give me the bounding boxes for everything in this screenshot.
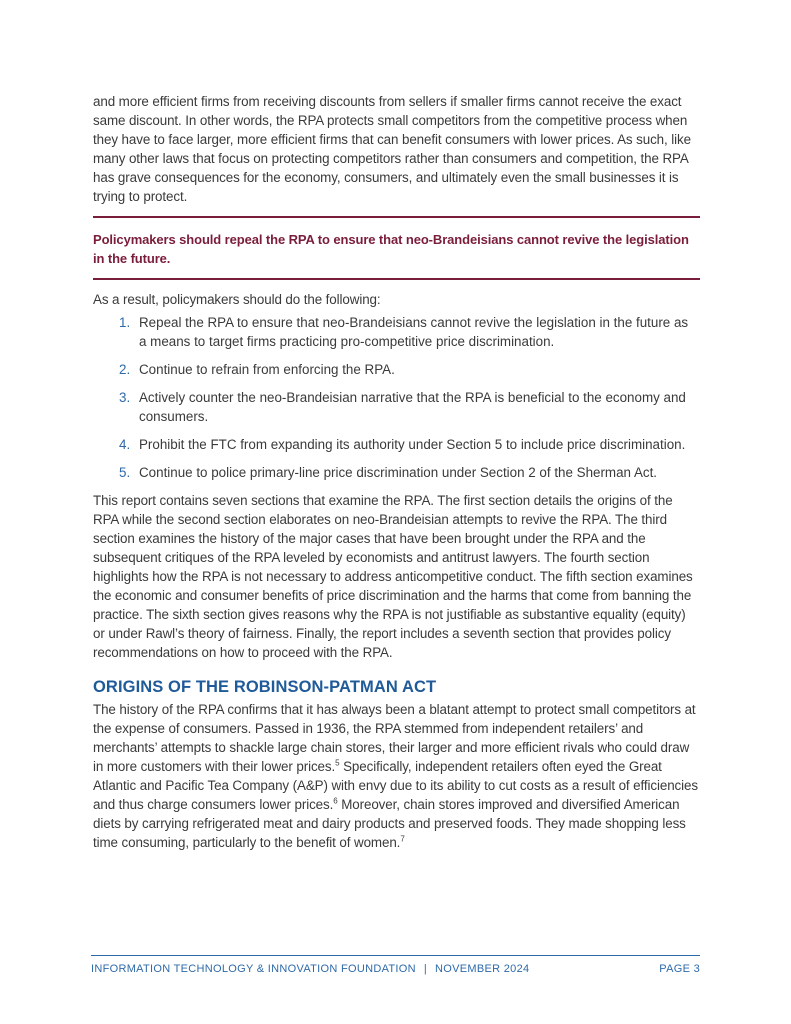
list-item-text: Actively counter the neo-Brandeisian narrative that the RPA is beneficial to the economy and consumers.: [139, 390, 686, 424]
footer-date: NOVEMBER 2024: [435, 963, 530, 975]
list-item: [93, 388, 700, 426]
paragraph-text: Moreover, chain stores improved and diversified American diets by carrying refrigerated meat and dairy products and preserved foods. They made shopping less time consuming, particularly to the benefit of women.: [93, 797, 686, 850]
callout-box: [93, 216, 700, 280]
page-number: PAGE 3: [659, 963, 700, 975]
list-item-text: Repeal the RPA to ensure that neo-Brandeisians cannot revive the legislation in the future as a means to target firms practicing pro-competitive price discrimination.: [139, 315, 689, 349]
recommendations-list: [93, 313, 700, 482]
footer-separator: |: [423, 963, 428, 975]
body-paragraph: and more efficient firms from receiving discounts from sellers if smaller firms cannot receive the exact same discount. In other words, the RPA protects small competitors from the competitive process when they have to face larger, more efficient firms that can benefit consumers with lower prices. As such, like many other laws that focus on protecting competitors rather than consumers and competition, the RPA has grave consequences for the economy, consumers, and ultimately even the small businesses it is trying to protect.: [93, 94, 691, 204]
document-body: [93, 92, 700, 852]
list-item: [93, 435, 700, 454]
body-paragraph: This report contains seven sections that examine the RPA. The first section details the origins of the RPA while the second section elaborates on neo-Brandeisian attempts to revive the RPA. The third section examines the history of the major cases that have been brought under the RPA and the subsequent critiques of the RPA leveled by economists and antitrust lawyers. The fourth section highlights how the RPA is not necessary to address anticompetitive conduct. The fifth section examines the economic and consumer benefits of price discrimination and the harms that come from banning the practice. The sixth section gives reasons why the RPA is not justifiable as substantive equality (equity) or under Rawl’s theory of fairness. Finally, the report includes a seventh section that provides policy recommendations on how to proceed with the RPA.: [93, 493, 693, 660]
paragraph-text: Specifically, independent retailers often eyed the Great Atlantic and Pacific Tea Company (A&P) with envy due to its ability to cut costs as a result of efficiencies and thus charge consumers lower prices.: [93, 759, 698, 812]
list-item-text: Continue to refrain from enforcing the RPA.: [139, 362, 395, 377]
list-item: [93, 313, 700, 351]
footnote-ref[interactable]: 7: [400, 834, 405, 844]
list-item-text: Prohibit the FTC from expanding its authority under Section 5 to include price discrimination.: [139, 437, 686, 452]
footer-org: INFORMATION TECHNOLOGY & INNOVATION FOUNDATION: [91, 963, 416, 975]
footer-left: [91, 963, 529, 975]
page-footer: [91, 955, 700, 975]
list-item-text: Continue to police primary-line price discrimination under Section 2 of the Sherman Act.: [139, 465, 658, 480]
list-number: 3.: [119, 390, 131, 405]
list-number: 2.: [119, 362, 131, 377]
list-number: 5.: [119, 465, 131, 480]
list-number: 4.: [119, 437, 131, 452]
footnote-ref[interactable]: 6: [333, 796, 338, 806]
callout-text: Policymakers should repeal the RPA to ensure that neo-Brandeisians cannot revive the legislation in the future.: [93, 232, 689, 266]
list-intro: As a result, policymakers should do the following:: [93, 292, 381, 307]
footnote-ref[interactable]: 5: [335, 758, 340, 768]
section-heading: ORIGINS OF THE ROBINSON-PATMAN ACT: [93, 678, 437, 696]
list-item: [93, 463, 700, 482]
paragraph-text: The history of the RPA confirms that it has always been a blatant attempt to protect small competitors at the expense of consumers. Passed in 1936, the RPA stemmed from independent retailers’ and merchants’ attempts to shackle large chain stores, their larger and more efficient rivals who could draw in more customers with their lower prices.: [93, 702, 696, 774]
list-item: [93, 360, 700, 379]
list-number: 1.: [119, 315, 131, 330]
body-paragraph: [93, 700, 700, 852]
